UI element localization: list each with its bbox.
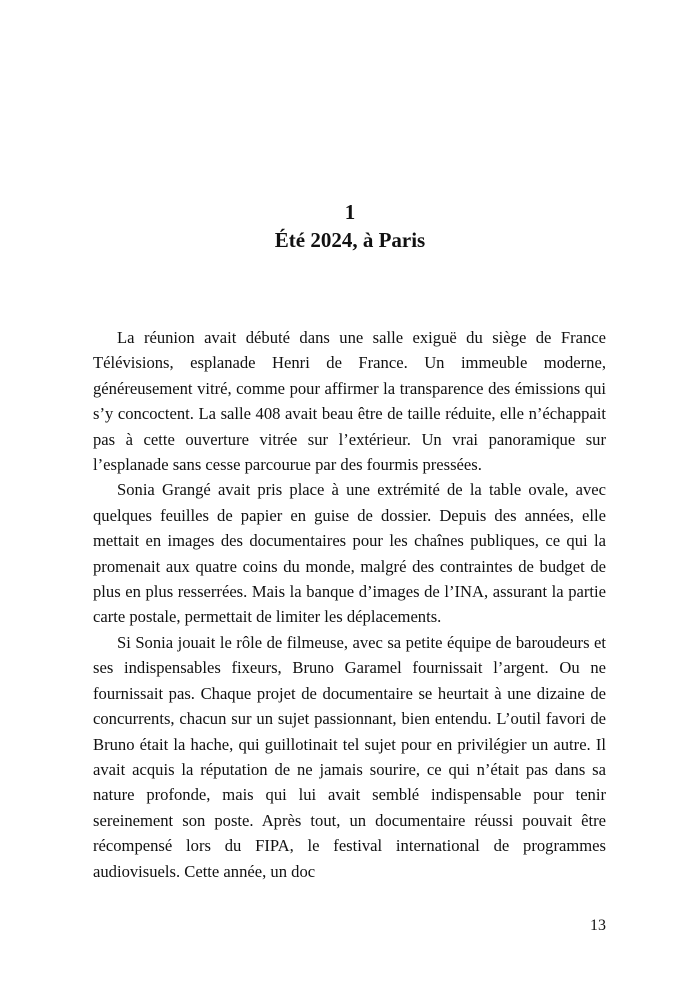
paragraph: La réunion avait débuté dans une salle exiguë du siège de France Télévisions, esplanade Henri de France. Un immeuble moderne, généreusement vitré, comme pour affirmer la transparence des émissions qui s’y concoctent. La salle 408 avait beau être de taille réduite, elle n’échappait pas à cette ouverture vitrée sur l’extérieur. Un vrai panoramique sur l’esplanade sans cesse parcourue par des fourmis pressées. <box>93 328 606 475</box>
paragraph: Sonia Grangé avait pris place à une extrémité de la table ovale, avec quelques feuilles de papier en guise de dossier. Depuis des années, elle mettait en images des documentaires pour les chaînes publiques, ce qui la promenait aux quatre coins du monde, malgré des contraintes de budget de plus en plus resserrées. Mais la banque d’images de l’INA, assurant la partie carte postale, permettait de limiter les déplacements. <box>93 480 606 627</box>
page-number: 13 <box>590 917 606 934</box>
paragraph: Si Sonia jouait le rôle de filmeuse, avec sa petite équipe de baroudeurs et ses indispensables fixeurs, Bruno Garamel fournissait l’argent. Ou ne fournissait pas. Chaque projet de documentaire se heurtait à une dizaine de concurrents, chacun sur un sujet passionnant, bien entendu. L’outil favori de Bruno était la hache, qui guillotinait tel sujet pour en privilégier un autre. Il avait acquis la réputation de ne jamais sourire, ce qui n’était pas dans sa nature profonde, mais qui lui avait semblé indispensable pour tenir sereinement son poste. Après tout, un documentaire réussi pouvait être récompensé lors du FIPA, le festival international de programmes audiovisuels. Cette année, un doc <box>93 632 606 881</box>
chapter-title: Été 2024, à Paris <box>274 228 426 252</box>
chapter-number: 1 <box>344 200 356 224</box>
body-text <box>93 325 606 884</box>
chapter-header <box>90 198 610 254</box>
